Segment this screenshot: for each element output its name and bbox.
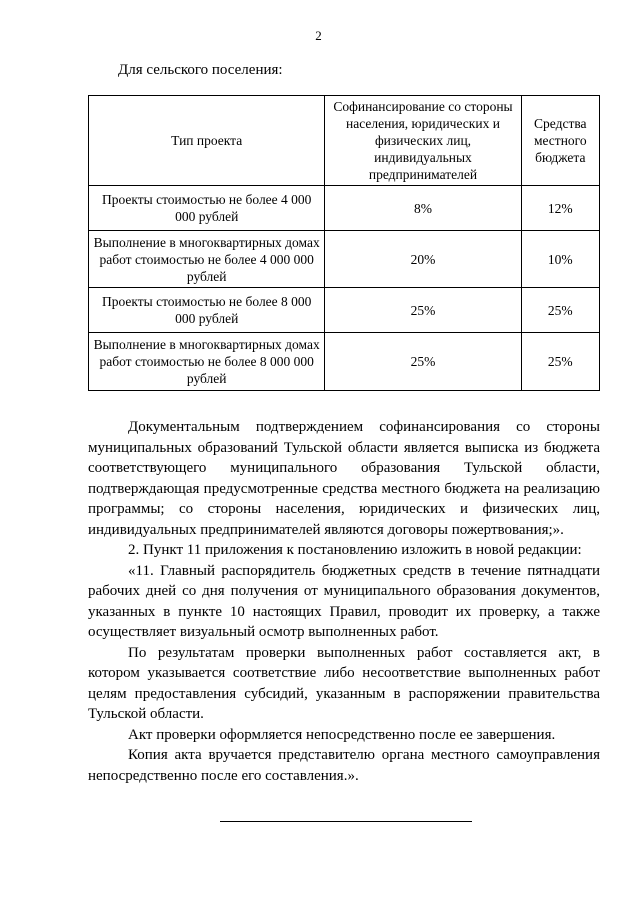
header-local-budget: Средства местного бюджета — [521, 96, 599, 186]
cofinancing-table — [88, 95, 600, 391]
table-row — [89, 186, 600, 231]
document-body — [88, 417, 600, 786]
cell-cofinancing: 25% — [325, 333, 521, 391]
cell-local-budget: 25% — [521, 288, 599, 333]
header-cofinancing: Софинансирование со стороны населения, юридических и физических лиц, индивидуальных предпринимателей — [325, 96, 521, 186]
table-header-row — [89, 96, 600, 186]
cell-project-type: Проекты стоимостью не более 4 000 000 рублей — [89, 186, 325, 231]
cell-project-type: Выполнение в многоквартирных домах работ стоимостью не более 8 000 000 рублей — [89, 333, 325, 391]
paragraph-cofinancing-proof: Документальным подтверждением софинансирования со стороны муниципальных образований Тульской области является выписка из бюджета соответствующего муниципального образования Тульской области, подтверждающая предусмотренные средства местного бюджета на реализацию программы; со стороны населения, юридических и физических лиц, индивидуальных предпринимателей являются договоры пожертвования;». — [88, 419, 600, 538]
paragraph-inspection-act: По результатам проверки выполненных работ составляется акт, в котором указывается соответствие либо несоответствие выполненных работ целям предоставления субсидий, указанным в распоряжении правительства Тульской области. — [88, 644, 600, 722]
table-row — [89, 333, 600, 391]
closing-rule — [220, 821, 472, 822]
header-project-type: Тип проекта — [89, 96, 325, 186]
cell-cofinancing: 20% — [325, 231, 521, 288]
paragraph-act-copy: Копия акта вручается представителю органа местного самоуправления непосредственно после его составления.». — [88, 747, 600, 784]
table-row — [89, 231, 600, 288]
cell-local-budget: 10% — [521, 231, 599, 288]
page-number: 2 — [315, 28, 322, 43]
cell-cofinancing: 8% — [325, 186, 521, 231]
paragraph-item-2: 2. Пункт 11 приложения к постановлению изложить в новой редакции: — [128, 542, 582, 558]
cell-cofinancing: 25% — [325, 288, 521, 333]
cell-project-type: Выполнение в многоквартирных домах работ стоимостью не более 4 000 000 рублей — [89, 231, 325, 288]
table-intro: Для сельского поселения: — [118, 62, 283, 78]
cell-local-budget: 25% — [521, 333, 599, 391]
paragraph-act-execution: Акт проверки оформляется непосредственно после ее завершения. — [128, 726, 556, 743]
cell-local-budget: 12% — [521, 186, 599, 231]
paragraph-item-11: «11. Главный распорядитель бюджетных средств в течение пятнадцати рабочих дней со дня получения от муниципального образования документов, указанных в пункте 10 настоящих Правил, проводит их проверку, а также осуществляет визуальный осмотр выполненных работ. — [88, 562, 600, 640]
cell-project-type: Проекты стоимостью не более 8 000 000 рублей — [89, 288, 325, 333]
table-row — [89, 288, 600, 333]
